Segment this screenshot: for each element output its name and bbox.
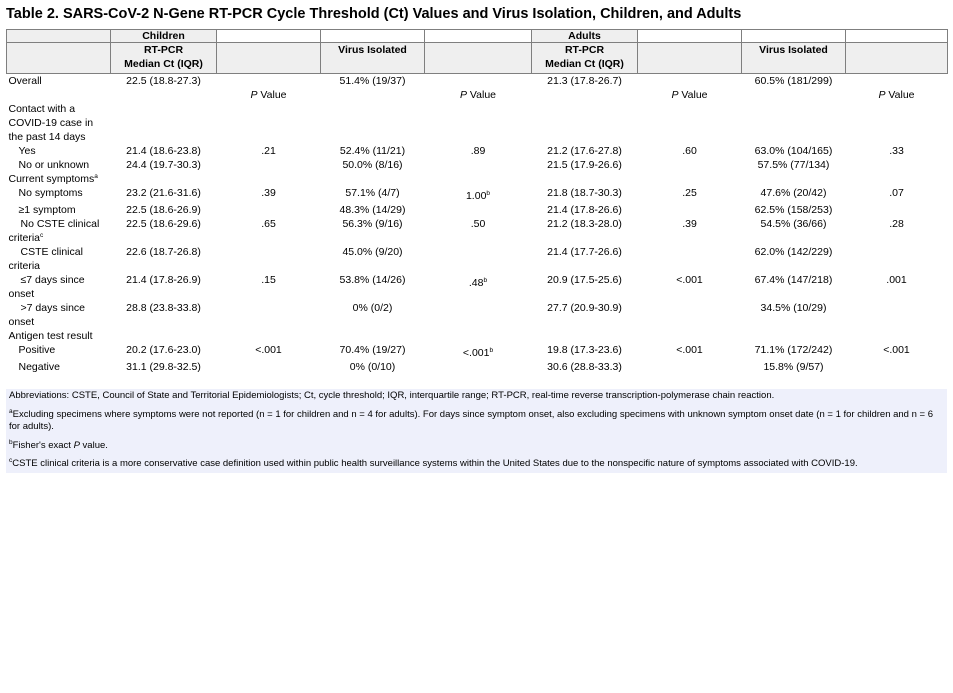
children-ct: 31.1 (29.8-32.5) [126, 361, 201, 373]
row-label: ≤7 days since onset [8, 274, 85, 300]
children-ct-pvalue: <.001 [255, 344, 282, 356]
adults-vi-pvalue-label: P Value [878, 89, 915, 101]
adults-vi-pvalue: .001 [886, 274, 907, 286]
header-blank [425, 43, 532, 74]
header-blank [321, 30, 425, 43]
footnote-c: $^c$CSTE clinical criteria is a more conservative case definition used within public health surveillance systems within the United States due to the nonspecific nature of symptoms associated with COVID-19. [9, 457, 858, 469]
children-ct-pvalue: .15 [261, 274, 276, 286]
table-row-yes [7, 144, 948, 158]
children-virus-isolated: 0% (0/2) [352, 302, 393, 314]
children-ct: 22.5 (18.6-26.9) [126, 204, 201, 216]
adults-virus-isolated: 34.5% (10/29) [760, 302, 827, 314]
children-virus-isolated: 57.1% (4/7) [345, 187, 400, 199]
header-rtpcr-line2: Median Ct (IQR) [124, 58, 203, 70]
adults-ct: 27.7 (20.9-30.9) [547, 302, 622, 314]
table-row-pvalue-labels [7, 88, 948, 102]
children-virus-isolated: 53.8% (14/26) [339, 274, 406, 286]
adults-ct: 19.8 (17.3-23.6) [547, 344, 622, 356]
children-virus-isolated: 48.3% (14/29) [339, 204, 406, 216]
children-ct: 24.4 (19.7-30.3) [126, 159, 201, 171]
table-footnotes [6, 389, 947, 473]
children-vi-pvalue-label: P Value [459, 89, 496, 101]
table-row-overall [7, 74, 948, 89]
header-rtpcr-line1: RT-PCR [564, 44, 605, 56]
children-ct: 21.4 (18.6-23.8) [126, 145, 201, 157]
children-virus-isolated: 50.0% (8/16) [342, 159, 403, 171]
adults-ct: 21.2 (17.6-27.8) [547, 145, 622, 157]
children-ct: 22.6 (18.7-26.8) [126, 246, 201, 258]
table-row-ge1-symptom [7, 203, 948, 217]
header-row-columns [7, 43, 948, 74]
adults-ct-pvalue: .39 [682, 218, 697, 230]
adults-vi-pvalue: <.001 [883, 344, 910, 356]
adults-virus-isolated: 15.8% (9/57) [763, 361, 824, 373]
adults-virus-isolated: 54.5% (36/66) [760, 218, 827, 230]
header-rtpcr-line1: RT-PCR [143, 44, 184, 56]
table-row-antigen [7, 329, 948, 343]
header-adults: Adults [532, 30, 638, 43]
children-ct: 22.5 (18.8-27.3) [126, 75, 201, 87]
adults-ct-pvalue: .25 [682, 187, 697, 199]
header-adults-virus-isolated: Virus Isolated [742, 43, 846, 74]
children-ct: 20.2 (17.6-23.0) [126, 344, 201, 356]
adults-virus-isolated: 63.0% (104/165) [754, 145, 833, 157]
row-label: Yes [18, 145, 36, 157]
adults-ct: 21.4 (17.8-26.6) [547, 204, 622, 216]
adults-ct: 21.4 (17.7-26.6) [547, 246, 622, 258]
adults-ct: 21.8 (18.7-30.3) [547, 187, 622, 199]
table-row-negative [7, 360, 948, 374]
children-vi-pvalue: <.001$^b$ [462, 347, 494, 359]
children-virus-isolated: 51.4% (19/37) [339, 75, 406, 87]
adults-vi-pvalue: .28 [889, 218, 904, 230]
footnote-abbreviations: Abbreviations: CSTE, Council of State and Territorial Epidemiologists; Ct, cycle threshold; IQR, interquartile range; RT-PCR, real-time reverse transcription-polymerase chain reaction. [9, 390, 775, 401]
header-children-rtpcr [111, 43, 217, 74]
children-vi-pvalue: .50 [470, 218, 486, 230]
row-label: No CSTE clinical criteria$^c$ [8, 218, 100, 244]
row-label: Overall [8, 75, 42, 87]
row-label: No or unknown [18, 159, 90, 171]
row-label: ≥1 symptom [18, 204, 76, 216]
header-blank [846, 30, 948, 43]
adults-virus-isolated: 62.5% (158/253) [754, 204, 833, 216]
header-blank [7, 43, 111, 74]
children-ct: 28.8 (23.8-33.8) [126, 302, 201, 314]
adults-virus-isolated: 47.6% (20/42) [760, 187, 827, 199]
table-row-no-unknown [7, 158, 948, 172]
header-adults-rtpcr [532, 43, 638, 74]
adults-vi-pvalue: .33 [889, 145, 904, 157]
children-ct-pvalue-label: P Value [250, 89, 287, 101]
adults-virus-isolated: 60.5% (181/299) [754, 75, 833, 87]
header-blank [425, 30, 532, 43]
table-row-le7-days [7, 273, 948, 301]
table-row-cste [7, 245, 948, 273]
children-vi-pvalue: 1.00$^b$ [465, 190, 491, 202]
table-row-gt7-days [7, 301, 948, 329]
adults-vi-pvalue: .07 [889, 187, 904, 199]
row-label: No symptoms [18, 187, 83, 199]
row-label: Positive [18, 344, 56, 356]
children-virus-isolated: 52.4% (11/21) [339, 145, 406, 157]
header-blank [7, 30, 111, 43]
row-label: Negative [18, 361, 60, 373]
footnote-b: $^b$Fisher's exact P value. [9, 438, 108, 451]
table-row-contact [7, 102, 948, 144]
header-blank [846, 43, 948, 74]
adults-ct-pvalue: .60 [682, 145, 697, 157]
adults-ct-pvalue-label: P Value [671, 89, 708, 101]
row-label: >7 days since onset [8, 302, 85, 328]
header-blank [742, 30, 846, 43]
table-row-no-symptoms [7, 186, 948, 203]
table-row-positive [7, 343, 948, 360]
adults-virus-isolated: 57.5% (77/134) [757, 159, 830, 171]
table-row-current-symptoms [7, 172, 948, 186]
children-virus-isolated: 56.3% (9/16) [342, 218, 403, 230]
header-rtpcr-line2: Median Ct (IQR) [545, 58, 624, 70]
adults-ct-pvalue: <.001 [676, 274, 703, 286]
results-table [6, 29, 948, 374]
row-label: Contact with a COVID-19 case in the past 14 days [8, 103, 94, 143]
children-ct: 21.4 (17.8-26.9) [126, 274, 201, 286]
header-row-groups [7, 30, 948, 43]
adults-ct: 21.2 (18.3-28.0) [547, 218, 622, 230]
children-ct-pvalue: .39 [261, 187, 276, 199]
table-row-no-cste [7, 217, 948, 245]
children-virus-isolated: 45.0% (9/20) [342, 246, 403, 258]
children-virus-isolated: 70.4% (19/27) [339, 344, 406, 356]
header-children: Children [111, 30, 217, 43]
footnote-a: $^a$Excluding specimens where symptoms were not reported (n = 1 for children and n = 4 for adults). For days since symptom onset, also excluding specimens with unknown symptom onset date (n = 1 for children and n = 6 for adults). [9, 407, 934, 432]
header-children-virus-isolated: Virus Isolated [321, 43, 425, 74]
adults-virus-isolated: 71.1% (172/242) [754, 344, 833, 356]
adults-virus-isolated: 62.0% (142/229) [754, 246, 833, 258]
adults-virus-isolated: 67.4% (147/218) [754, 274, 833, 286]
adults-ct-pvalue: <.001 [676, 344, 703, 356]
children-vi-pvalue: .89 [470, 145, 486, 157]
header-blank [638, 30, 742, 43]
adults-ct: 21.3 (17.8-26.7) [547, 75, 622, 87]
adults-ct: 30.6 (28.8-33.3) [547, 361, 622, 373]
table-title: Table 2. SARS-CoV-2 N-Gene RT-PCR Cycle Threshold (Ct) Values and Virus Isolation, Children, and Adults [6, 6, 742, 22]
children-ct-pvalue: .21 [261, 145, 276, 157]
children-ct: 23.2 (21.6-31.6) [126, 187, 201, 199]
header-blank [217, 30, 321, 43]
adults-ct: 20.9 (17.5-25.6) [547, 274, 622, 286]
adults-ct: 21.5 (17.9-26.6) [547, 159, 622, 171]
header-blank [638, 43, 742, 74]
children-ct: 22.5 (18.6-29.6) [126, 218, 201, 230]
row-label: Current symptoms$^a$ [8, 173, 98, 185]
children-vi-pvalue: .48$^b$ [468, 277, 488, 289]
children-ct-pvalue: .65 [261, 218, 276, 230]
header-blank [217, 43, 321, 74]
row-label: CSTE clinical criteria [8, 246, 83, 272]
children-virus-isolated: 0% (0/10) [349, 361, 396, 373]
row-label: Antigen test result [8, 330, 93, 342]
